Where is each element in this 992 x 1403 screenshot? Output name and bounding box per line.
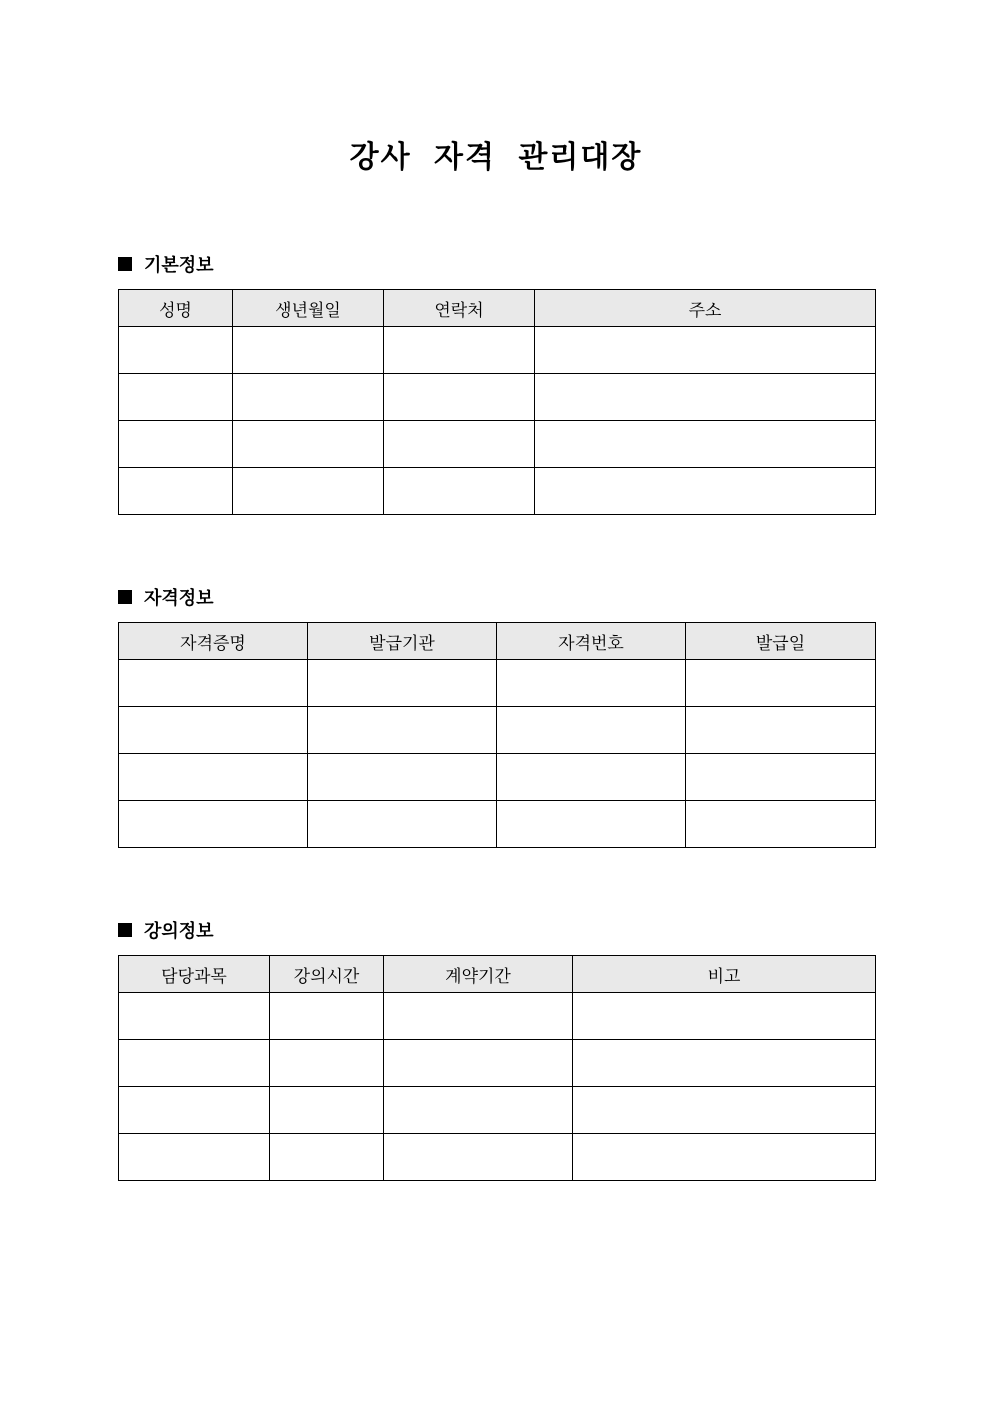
table-cell[interactable] [119,421,233,468]
table-row [119,993,876,1040]
column-header-address: 주소 [535,290,876,327]
column-header-subject: 담당과목 [119,956,270,993]
section-basic-label: 기본정보 [144,255,214,276]
table-cell[interactable] [384,468,535,515]
section-lecture-heading [118,917,214,943]
table-cell[interactable] [119,374,233,421]
column-header-cert-number: 자격번호 [497,623,686,660]
table-cell[interactable] [270,1134,384,1181]
table-cell[interactable] [384,421,535,468]
section-qualification-heading [118,584,214,610]
table-row [119,327,876,374]
table-row [119,754,876,801]
table-cell[interactable] [535,421,876,468]
table-cell[interactable] [270,993,384,1040]
document-title: 강사 자격 관리대장 [349,140,643,175]
column-header-contract-period: 계약기간 [384,956,573,993]
table-cell[interactable] [119,1134,270,1181]
table-cell[interactable] [119,993,270,1040]
table-row [119,1040,876,1087]
table-cell[interactable] [119,754,308,801]
section-lecture-label: 강의정보 [144,921,214,942]
table-row [119,801,876,848]
column-header-name: 성명 [119,290,233,327]
table-cell[interactable] [497,754,686,801]
table-cell[interactable] [384,327,535,374]
table-cell[interactable] [119,468,233,515]
table-header-row [119,956,876,993]
table-cell[interactable] [497,660,686,707]
qualification-info-table [118,622,876,848]
table-cell[interactable] [384,1134,573,1181]
table-cell[interactable] [233,468,384,515]
table-cell[interactable] [573,993,876,1040]
column-header-certificate: 자격증명 [119,623,308,660]
section-basic-heading [118,251,214,277]
table-cell[interactable] [384,993,573,1040]
table-cell[interactable] [384,1087,573,1134]
column-header-birthdate: 생년월일 [233,290,384,327]
table-cell[interactable] [497,707,686,754]
column-header-remarks: 비고 [573,956,876,993]
table-cell[interactable] [119,660,308,707]
table-cell[interactable] [119,1040,270,1087]
table-cell[interactable] [308,754,497,801]
table-header-row [119,623,876,660]
section-qualification-label: 자격정보 [144,588,214,609]
table-cell[interactable] [308,801,497,848]
square-bullet-icon [118,590,132,604]
table-cell[interactable] [233,421,384,468]
table-cell[interactable] [535,327,876,374]
table-row [119,421,876,468]
table-row [119,660,876,707]
square-bullet-icon [118,257,132,271]
square-bullet-icon [118,923,132,937]
basic-info-table [118,289,876,515]
lecture-info-table [118,955,876,1181]
table-cell[interactable] [270,1040,384,1087]
table-cell[interactable] [270,1087,384,1134]
table-header-row [119,290,876,327]
table-row [119,468,876,515]
table-cell[interactable] [686,660,876,707]
table-cell[interactable] [308,707,497,754]
table-cell[interactable] [233,327,384,374]
table-cell[interactable] [573,1040,876,1087]
table-row [119,1087,876,1134]
table-cell[interactable] [119,707,308,754]
table-cell[interactable] [119,327,233,374]
table-cell[interactable] [686,754,876,801]
table-cell[interactable] [233,374,384,421]
table-row [119,707,876,754]
table-cell[interactable] [573,1134,876,1181]
table-cell[interactable] [384,374,535,421]
column-header-lecture-hours: 강의시간 [270,956,384,993]
column-header-issue-date: 발급일 [686,623,876,660]
table-cell[interactable] [686,707,876,754]
table-cell[interactable] [573,1087,876,1134]
table-cell[interactable] [119,1087,270,1134]
column-header-contact: 연락처 [384,290,535,327]
table-cell[interactable] [119,801,308,848]
table-cell[interactable] [497,801,686,848]
table-cell[interactable] [686,801,876,848]
table-cell[interactable] [384,1040,573,1087]
table-cell[interactable] [535,468,876,515]
table-cell[interactable] [308,660,497,707]
table-row [119,1134,876,1181]
table-cell[interactable] [535,374,876,421]
table-row [119,374,876,421]
column-header-issuer: 발급기관 [308,623,497,660]
